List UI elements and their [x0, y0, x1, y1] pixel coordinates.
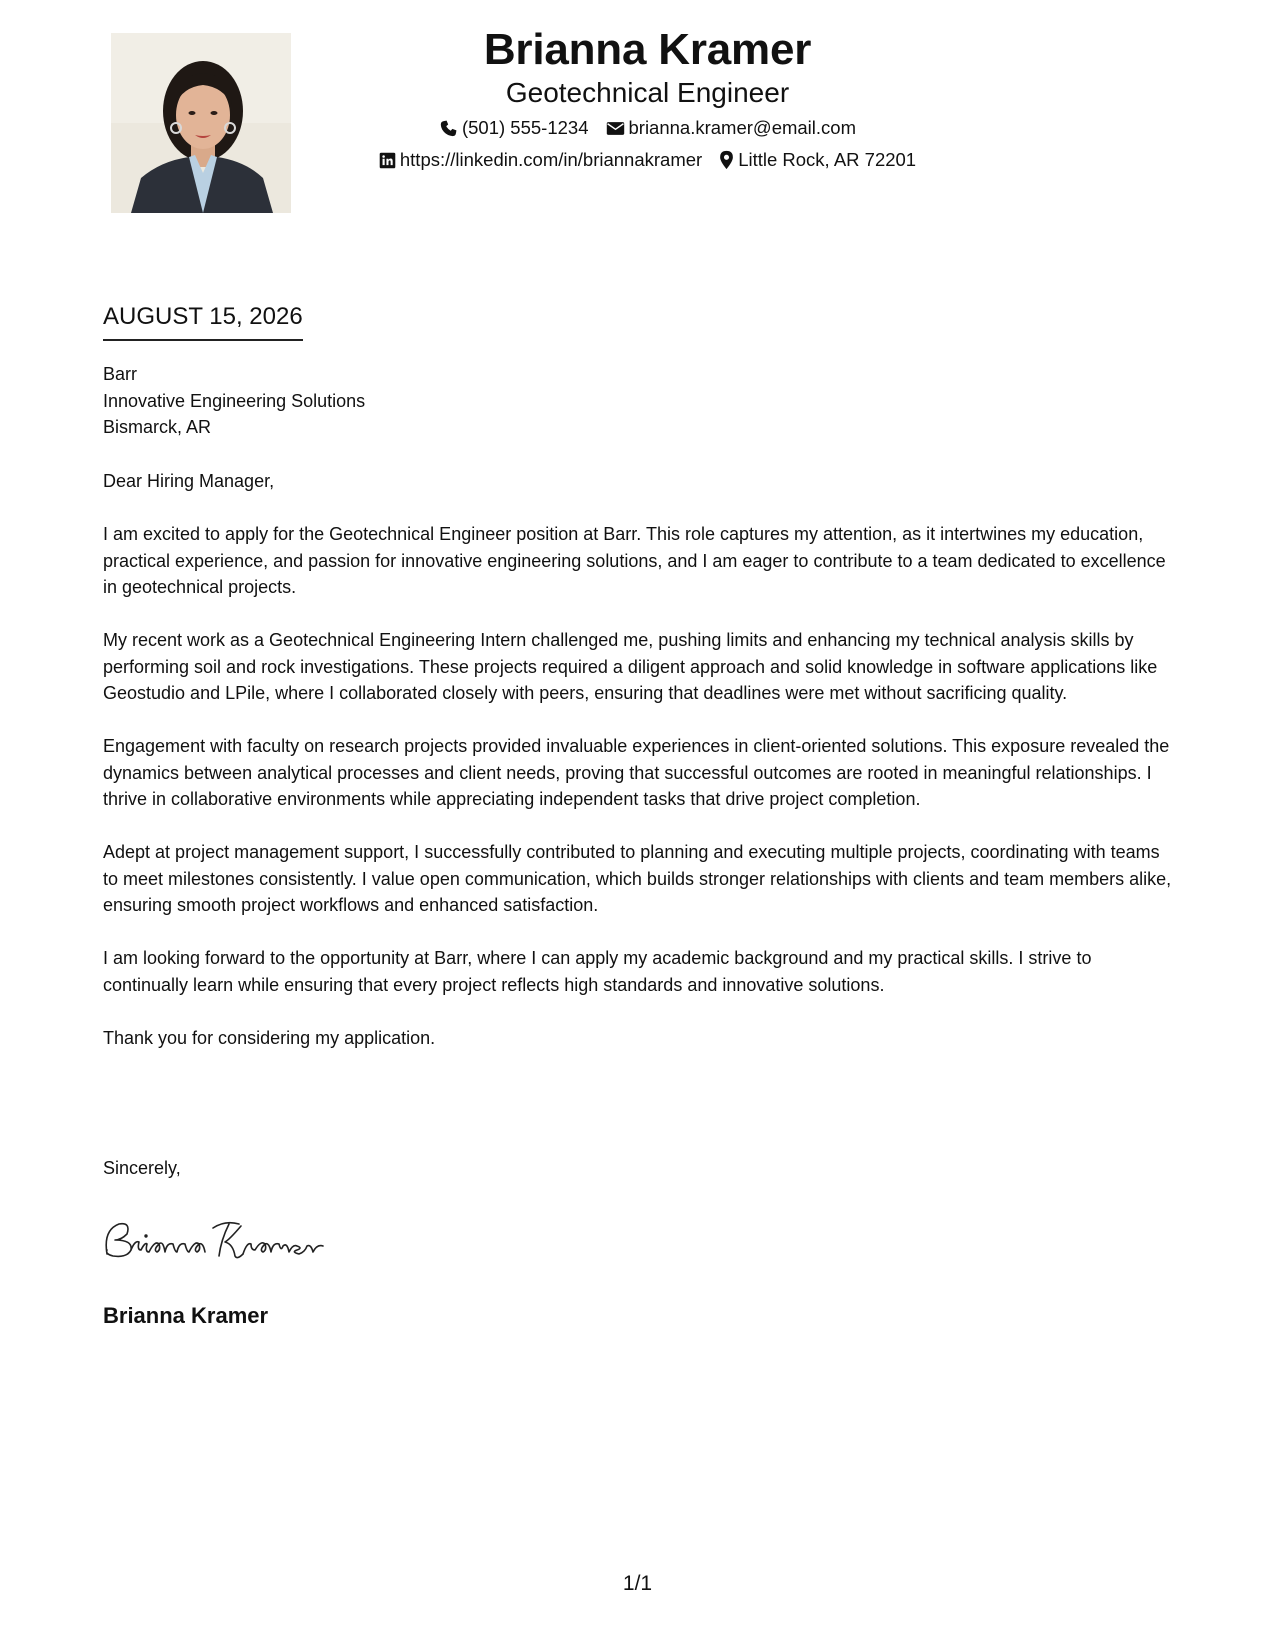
- closing: Sincerely,: [103, 1158, 181, 1178]
- linkedin-icon: [379, 152, 396, 169]
- recipient-block: [103, 361, 365, 441]
- header: [335, 22, 960, 172]
- recipient-location: Bismarck, AR: [103, 417, 212, 437]
- signer-name: Brianna Kramer: [103, 1303, 269, 1328]
- phone-text: (501) 555-1234: [461, 117, 589, 138]
- salutation: Dear Hiring Manager,: [103, 471, 275, 491]
- page-indicator: 1/1: [622, 1572, 653, 1595]
- body-paragraph: Engagement with faculty on research projects provided invaluable experiences in client-oriented solutions. This exposure revealed the dynamics between analytical processes and client needs, proving that successful outcomes are rooted in meaningful relationships. I thrive in collaborative environments while appreciating independent tasks that drive project completion.: [103, 736, 1170, 809]
- signature-image: [101, 1210, 371, 1270]
- recipient-company: Innovative Engineering Solutions: [103, 390, 366, 411]
- envelope-icon: [606, 121, 625, 136]
- recipient-company-short: Barr: [103, 364, 138, 384]
- body-paragraph: I am excited to apply for the Geotechnical Engineer position at Barr. This role captures my attention, as it intertwines my education, practical experience, and passion for innovative engineering solutions, and I am eager to contribute to a team dedicated to excellence in geotechnical projects.: [103, 524, 1166, 597]
- linkedin-contact[interactable]: [379, 148, 702, 172]
- location-contact: [719, 148, 916, 172]
- email-contact[interactable]: [606, 116, 857, 140]
- candidate-name: Brianna Kramer: [483, 25, 812, 74]
- body-paragraph: My recent work as a Geotechnical Engineering Intern challenged me, pushing limits and enhancing my technical analysis skills by performing soil and rock investigations. These projects required a diligent approach and solid knowledge in software applications like Geostudio and LPile, where I collaborated closely with peers, ensuring that deadlines were met without sacrificing quality.: [103, 630, 1158, 703]
- body-paragraph: I am looking forward to the opportunity at Barr, where I can apply my academic background and my practical skills. I strive to continually learn while ensuring that every project reflects high standards and innovative solutions.: [103, 948, 1092, 995]
- profile-photo: [111, 33, 291, 213]
- body-paragraph: Adept at project management support, I successfully contributed to planning and executing multiple projects, coordinating with teams to meet milestones consistently. I value open communication, which builds stronger relationships with clients and team members alike, ensuring smooth project workflows and enhanced satisfaction.: [103, 842, 1172, 915]
- email-text: brianna.kramer@email.com: [628, 117, 856, 138]
- phone-contact[interactable]: [439, 116, 589, 140]
- body-paragraph: Thank you for considering my application.: [103, 1027, 436, 1048]
- contact-row-primary: [335, 116, 960, 140]
- contact-row-secondary: [335, 148, 960, 172]
- job-title: Geotechnical Engineer: [505, 77, 790, 108]
- map-marker-icon: [719, 150, 734, 170]
- letter-date: AUGUST 15, 2026: [103, 301, 303, 341]
- linkedin-text: https://linkedin.com/in/briannakramer: [399, 149, 703, 170]
- phone-icon: [439, 119, 458, 138]
- location-text: Little Rock, AR 72201: [738, 149, 917, 170]
- letter-body: [103, 468, 1178, 1078]
